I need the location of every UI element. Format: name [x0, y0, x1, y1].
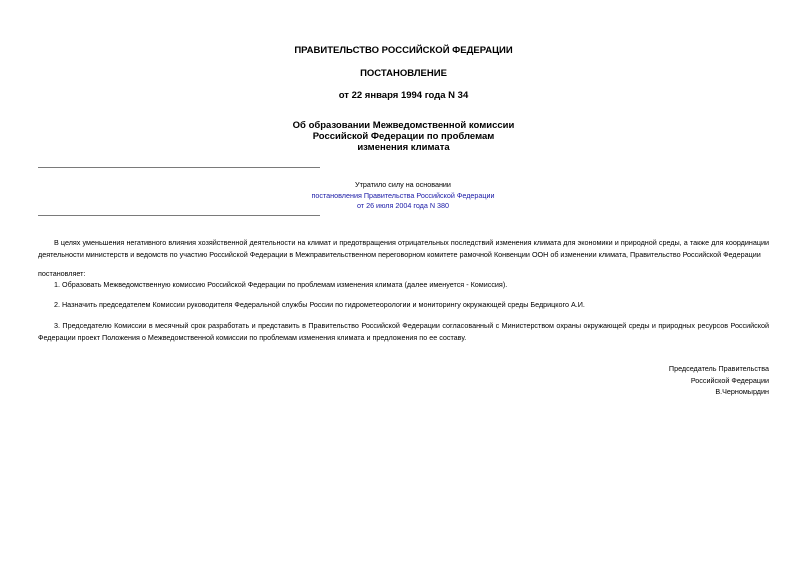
clause-text: 3. Председателю Комиссии в месячный срок разработать и представить в Правительство Российской Федерации согласованный с Министерством охраны окружающей среды и природных ресурсов Российской Федерации проект Положения о Межведомственной комиссии по проблемам изменения климата и предложения по ее составу.: [38, 321, 769, 342]
clause-text: 2. Назначить председателем Комиссии руководителя Федеральной службы России по гидрометеорологии и мониторингу окружающей среды Бедрицкого А.И.: [54, 300, 585, 309]
signature-block: [669, 363, 769, 398]
document-title: [38, 120, 769, 153]
signatory-organization: Российской Федерации: [690, 375, 769, 385]
signatory-name: В.Черномырдин: [715, 387, 769, 396]
document-type: ПОСТАНОВЛЕНИЕ: [360, 68, 447, 79]
divider-bottom: [38, 215, 320, 216]
preamble-paragraph: [38, 237, 769, 261]
clause-1: [38, 279, 769, 291]
preamble-text: В целях уменьшения негативного влияния хозяйственной деятельности на климат и предотвращения отрицательных последствий изменения климата для экономики и природной среды, а также для координации деятельности министерств и ведомств по участию Российской Федерации в Межправительственном переговорном комитете рамочной Конвенции ООН об изменении климата, Правительство Российской Федерации: [38, 238, 769, 259]
divider-top: [38, 167, 320, 168]
status-note-label: Утратило силу на основании: [355, 180, 451, 189]
clause-text: 1. Образовать Межведомственную комиссию Российской Федерации по проблемам изменения климата (далее именуется - Комиссия).: [54, 280, 508, 289]
clause-2: [38, 299, 769, 311]
clause-3: [38, 320, 769, 344]
decrees-text: постановляет:: [38, 269, 86, 278]
issuing-authority: ПРАВИТЕЛЬСТВО РОССИЙСКОЙ ФЕДЕРАЦИИ: [294, 45, 513, 56]
title-line: Российской Федерации по проблемам: [312, 131, 495, 142]
document-date-number: от 22 января 1994 года N 34: [338, 90, 469, 101]
title-line: изменения климата: [357, 142, 450, 153]
title-line: Об образовании Межведомственной комиссии: [292, 120, 515, 131]
repeal-link[interactable]: постановления Правительства Российской Федерации: [311, 191, 495, 200]
repeal-link-date[interactable]: от 26 июля 2004 года N 380: [356, 201, 450, 210]
signatory-position: Председатель Правительства: [668, 364, 769, 373]
